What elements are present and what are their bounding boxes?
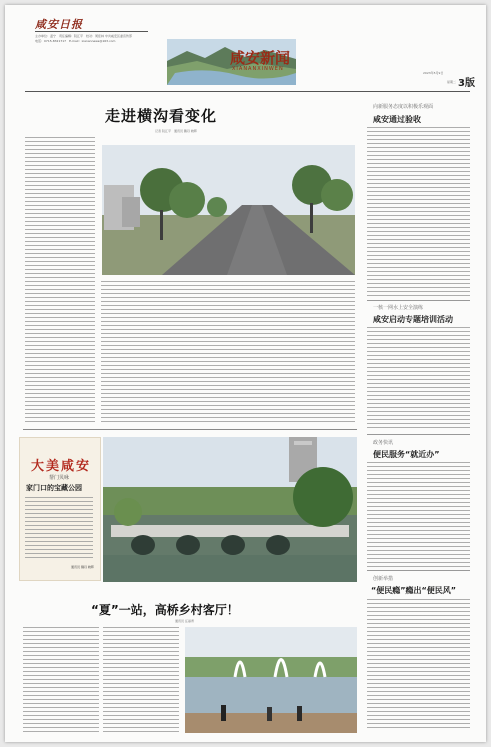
main-byline: 记者 阮江平 通讯员 魏丹 晓辉 [155, 129, 197, 133]
section-divider [23, 429, 357, 430]
second-headline: “夏”一站，高桥乡村客厅！ [91, 603, 239, 617]
sidebar-divider-1 [367, 300, 470, 301]
newspaper-page [5, 5, 486, 742]
issue-date: 2023年5月9日 [423, 71, 444, 75]
second-byline: 通讯员 汪丽青 [175, 619, 194, 623]
sidebar-text-2 [367, 327, 470, 431]
sidebar-kicker-3: 政务快讯 [373, 440, 394, 446]
village-road-photo [102, 145, 355, 275]
newspaper-logo: 咸安日报 [35, 18, 83, 31]
feature-box-headline: 家门口的宝藏公园 [26, 484, 82, 492]
main-article-lower-text [101, 281, 355, 423]
feature-box-text [25, 497, 93, 561]
masthead-title: 咸安新闻 [230, 49, 291, 67]
masthead-meta-line1: 主办单位：温宁 责任编辑：阮江平 校对：周佳林 中共咸安区委宣传部 [35, 34, 132, 38]
masthead-meta-line2: 电话：0715-8321717 E-mail：xianannews@163.com [35, 39, 116, 43]
sidebar-kicker-2: 一核一网水上安全演练 [373, 305, 424, 311]
masthead-rule-left [35, 31, 148, 32]
sidebar-kicker-1: 向新服务态度以积极乐观面 [373, 104, 434, 110]
main-headline: 走进横沟看变化 [105, 107, 218, 125]
second-article-column-1 [23, 627, 99, 733]
sidebar-text-1 [367, 127, 470, 297]
main-article-column-1 [25, 137, 95, 423]
sidebar-title-2: 咸安启动专题培训活动 [373, 315, 453, 324]
sidebar-title-3: 便民服务“就近办” [373, 450, 440, 459]
sidebar-divider-2 [367, 434, 470, 435]
sidebar-text-4 [367, 599, 470, 731]
park-bridge-photo [103, 437, 357, 582]
fountain-photo [185, 627, 357, 733]
page-number: 3版 [458, 78, 475, 89]
masthead-pinyin: XIANANXINWEN [232, 66, 284, 72]
sidebar-text-3 [367, 462, 470, 567]
feature-box-title: 大美咸安 [31, 459, 92, 474]
feature-box-credit: 通讯员 魏丹 晓辉 [71, 565, 94, 569]
sidebar-title-4: “便民瘾”瘾出“便民风” [371, 586, 457, 595]
sidebar-kicker-4: 创新举措 [373, 576, 394, 582]
issue-weekday: 星期二 [447, 80, 457, 84]
sidebar-title-1: 咸安通过验收 [373, 115, 421, 124]
feature-box-subtitle: 帮门贝咏 [49, 475, 70, 481]
second-article-column-2 [103, 627, 179, 733]
sidebar-divider-3 [367, 570, 470, 571]
masthead-divider [25, 91, 470, 92]
